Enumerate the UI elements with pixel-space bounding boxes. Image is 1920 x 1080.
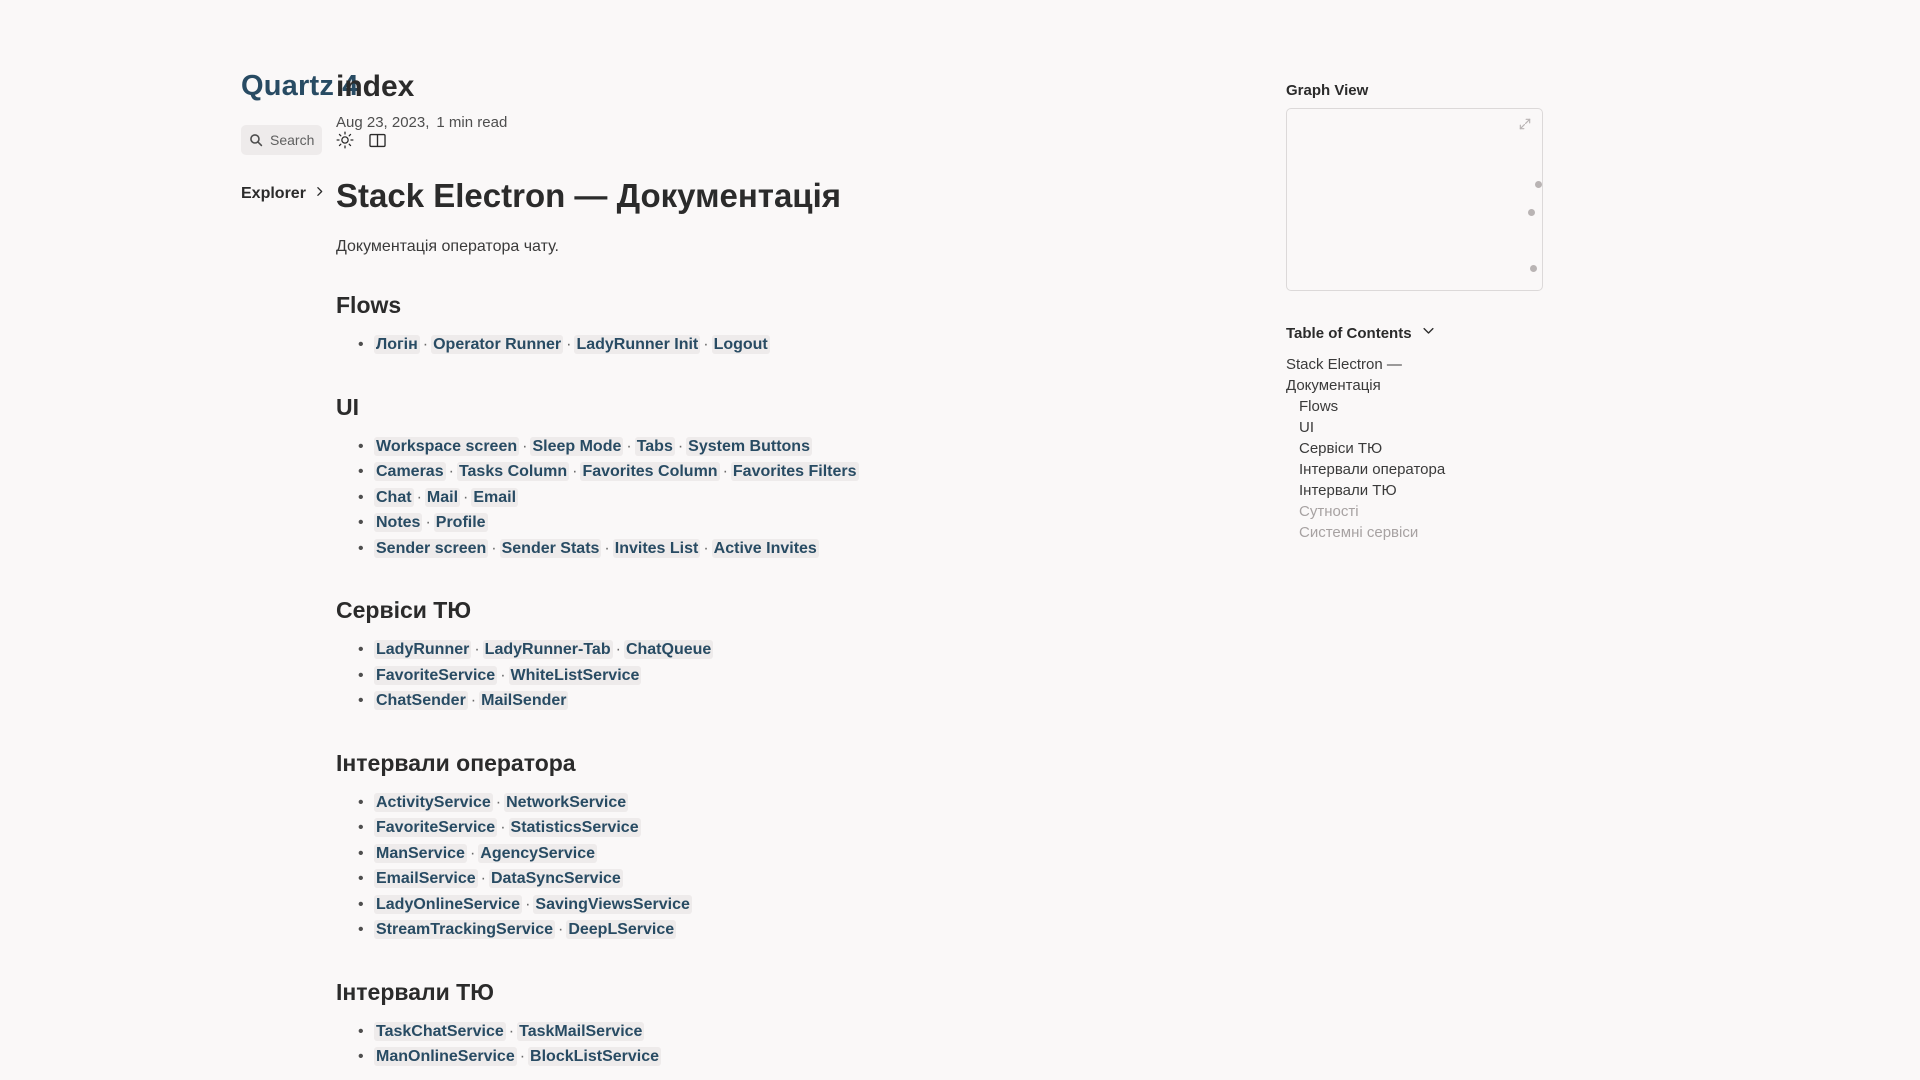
toc-item[interactable]: Інтервали ТЮ [1299,482,1397,499]
internal-link[interactable]: TaskChatService [376,1022,504,1040]
search-icon [249,133,263,147]
search-row [241,125,315,155]
internal-link[interactable]: StatisticsService [510,819,639,837]
list-item [358,866,1165,892]
internal-link[interactable]: Sender Stats [501,539,600,557]
toc-item[interactable]: Сервіси ТЮ [1299,440,1383,457]
internal-link[interactable]: Sleep Mode [532,437,622,455]
internal-link[interactable]: TaskMailService [519,1022,643,1040]
explorer-label: Explorer [241,185,306,202]
doc-sections [336,292,1165,1070]
internal-link[interactable]: NetworkService [506,793,627,811]
toc-item[interactable]: Документація [1286,377,1381,394]
internal-link[interactable]: BlockListService [530,1048,659,1066]
internal-link[interactable]: Логін [376,336,418,354]
list-item [358,510,1165,536]
explorer-toggle[interactable] [241,185,306,203]
link-separator: · [425,514,431,532]
link-separator: · [480,870,486,888]
internal-link[interactable]: SavingViewsService [535,895,690,913]
section-link-list [336,790,1165,943]
list-item [358,841,1165,867]
link-separator: · [500,819,506,837]
internal-link[interactable]: EmailService [376,870,476,888]
toc-item[interactable]: Flows [1299,398,1339,415]
internal-link[interactable]: Email [473,488,517,506]
internal-link[interactable]: MailSender [481,692,567,710]
article-meta [336,114,1165,131]
list-item [358,892,1165,918]
internal-link[interactable]: Tabs [636,437,673,455]
internal-link[interactable]: Tasks Column [458,463,568,481]
link-separator: · [474,641,480,659]
list-item [358,637,1165,663]
link-separator: · [615,641,621,659]
internal-link[interactable]: Cameras [376,463,444,481]
link-separator: · [703,336,709,354]
graph-node [1530,265,1537,272]
link-separator: · [677,437,684,455]
graph-node [1535,181,1542,188]
link-separator: · [722,463,728,481]
link-separator: · [525,895,531,913]
internal-link[interactable]: FavoriteService [376,666,496,684]
link-separator: · [463,488,469,506]
section-heading: UI [336,393,359,420]
internal-link[interactable]: DeepLService [568,921,675,939]
list-item [358,790,1165,816]
link-separator: · [508,1022,515,1040]
toc-item[interactable]: Stack Electron — [1286,356,1402,373]
internal-link[interactable]: ChatSender [376,692,466,710]
list-item [358,663,1165,689]
internal-link[interactable]: Favorites Column [582,463,718,481]
link-separator: · [703,539,709,557]
link-separator: · [626,437,632,455]
link-separator: · [604,539,610,557]
graph-view[interactable] [1286,108,1543,291]
internal-link[interactable]: Favorites Filters [732,463,857,481]
internal-link[interactable]: Profile [435,514,486,532]
section-heading: Інтервали ТЮ [336,978,494,1005]
link-separator: · [500,666,506,684]
graph-node [1528,209,1535,216]
link-separator: · [491,539,497,557]
section-link-list [336,637,1165,714]
section-link-list [336,434,1165,562]
internal-link[interactable]: Chat [376,488,412,506]
internal-link[interactable]: Workspace screen [376,437,518,455]
doc-lead: Документація оператора чату. [336,238,559,256]
list-item [358,815,1165,841]
chevron-down-icon [1421,323,1436,343]
internal-link[interactable]: DataSyncService [490,870,621,888]
list-item [358,688,1165,714]
link-separator: · [566,336,572,354]
right-sidebar [1205,70,1505,1080]
link-separator: · [519,1048,526,1066]
section-heading: Сервіси ТЮ [336,597,472,624]
graph-view-title: Graph View [1286,82,1369,99]
internal-link[interactable]: WhiteListService [510,666,640,684]
list-item [358,917,1165,943]
internal-link[interactable]: LadyRunner Init [576,336,699,354]
internal-link[interactable]: Mail [426,488,459,506]
section-link-list [336,332,1165,358]
toc-item[interactable]: Сутності [1299,503,1359,520]
internal-link[interactable]: LadyRunner-Tab [484,641,611,659]
link-separator: · [448,463,454,481]
expand-icon[interactable] [1518,117,1532,131]
list-item [358,1044,1165,1070]
toc-item[interactable]: Інтервали оператора [1299,461,1446,478]
toc-list [1286,354,1505,543]
page-title: index [336,70,415,103]
toc-toggle[interactable] [1286,323,1505,343]
section-heading: Flows [336,292,402,319]
toc-item[interactable]: Системні сервіси [1299,524,1419,541]
article-date: Aug 23, 2023, [336,113,430,131]
section-link-list [336,1019,1165,1070]
list-item [358,1019,1165,1045]
list-item [358,459,1165,485]
link-separator: · [422,336,429,354]
article-content [295,70,1205,1080]
internal-link[interactable]: ManOnlineService [376,1048,515,1066]
search-placeholder: Search [270,132,315,148]
internal-link[interactable]: FavoriteService [376,819,496,837]
internal-link[interactable]: Invites List [614,539,699,557]
list-item [358,536,1165,562]
internal-link[interactable]: ManService [376,844,465,862]
link-separator: · [572,463,578,481]
link-separator: · [469,844,476,862]
internal-link[interactable]: ChatQueue [625,641,712,659]
list-item [358,485,1165,511]
internal-link[interactable]: LadyRunner [376,641,470,659]
link-separator: · [558,921,564,939]
toc-title: Table of Contents [1286,324,1412,342]
internal-link[interactable]: System Buttons [688,437,810,455]
internal-link[interactable]: AgencyService [480,844,595,862]
internal-link[interactable]: StreamTrackingService [376,921,553,939]
toc-item[interactable]: UI [1299,419,1314,436]
list-item [358,332,1165,358]
internal-link[interactable]: Active Invites [713,539,817,557]
link-separator: · [470,692,477,710]
link-separator: · [522,437,528,455]
article-readtime: 1 min read [436,113,508,131]
site-title[interactable]: Quartz 4 [241,70,359,102]
internal-link[interactable]: Notes [376,514,421,532]
section-heading: Інтервали оператора [336,749,576,776]
doc-heading: Stack Electron — Документація [336,176,842,214]
internal-link[interactable]: Operator Runner [433,336,562,354]
internal-link[interactable]: Logout [713,336,768,354]
internal-link[interactable]: Sender screen [376,539,487,557]
link-separator: · [495,793,502,811]
link-separator: · [416,488,422,506]
internal-link[interactable]: ActivityService [376,793,491,811]
internal-link[interactable]: LadyOnlineService [376,895,521,913]
list-item [358,434,1165,460]
